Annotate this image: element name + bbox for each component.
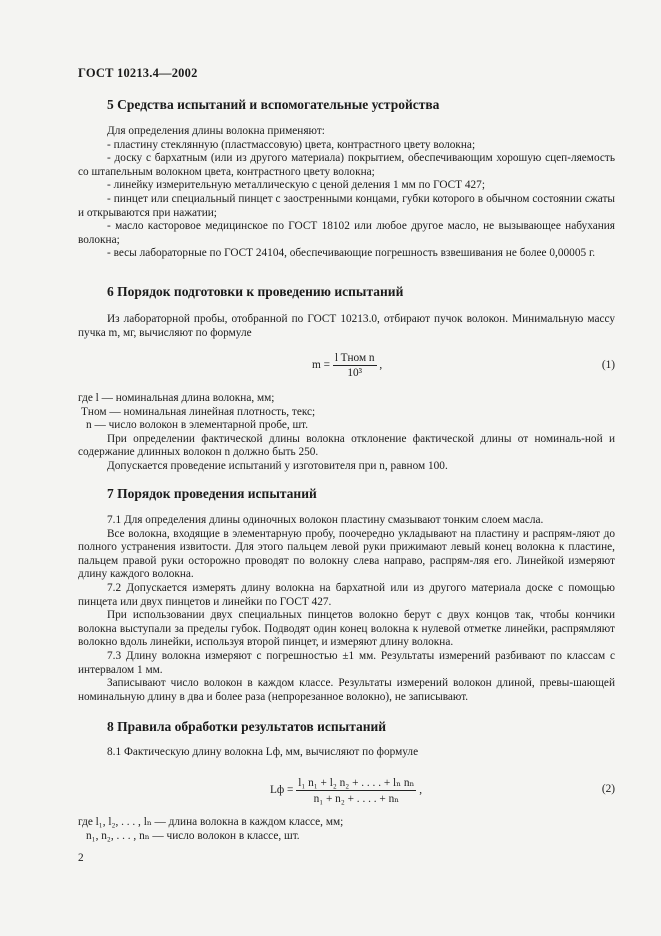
paragraph: Из лабораторной пробы, отобранной по ГОСТ 10213.0, отбирают пучок волокон. Минимальную массу пучка m, мг, вычисляют по формуле: [78, 313, 615, 339]
where-line: где l₁, l₂, . . . , lₙ — длина волокна в каждом классе, мм;: [78, 816, 344, 828]
formula-1-numerator: l Tном n: [334, 352, 375, 364]
formula-2-number: (2): [601, 783, 615, 795]
where-line: n₁, n₂, . . . , nₙ — число волокон в классе, шт.: [86, 829, 300, 842]
formula-2-denominator: n₁ + n₂ + . . . . + nₙ: [313, 793, 400, 805]
where-line: Tном — номинальная линейная плотность, текс;: [81, 405, 316, 418]
standard-header: ГОСТ 10213.4—2002: [78, 66, 198, 80]
formula-1-tail: ,: [379, 359, 383, 372]
paragraph: 7.3 Длину волокна измеряют с погрешностью ±1 мм. Результаты измерений разбивают по классам с интервалом 1 мм.: [78, 649, 615, 676]
where-line: n — число волокон в элементарной пробе, шт.: [86, 419, 309, 432]
list-item: - масло касторовое медицинское по ГОСТ 18102 или любое другое масло, не вызывающее набухания волокна;: [78, 220, 615, 246]
paragraph: 7.1 Для определения длины одиночных волокон пластину смазывают тонким слоем масла.: [107, 514, 544, 526]
section-5-title: 5 Средства испытаний и вспомогательные устройства: [107, 97, 440, 112]
formula-1-denominator: 10³: [347, 367, 363, 379]
list-item: - пластину стеклянную (пластмассовую) цвета, контрастного цвету волокна;: [107, 138, 476, 151]
formula-1: [312, 352, 382, 379]
formula-2-numerator: l₁ n₁ + l₂ n₂ + . . . . + lₙ nₙ: [298, 777, 415, 789]
formula-2-lhs: Lф =: [270, 784, 294, 797]
where-line: где l — номинальная длина волокна, мм;: [78, 392, 275, 404]
formula-2: [270, 776, 422, 805]
section-7-title: 7 Порядок проведения испытаний: [107, 486, 317, 501]
section-5-intro: Для определения длины волокна применяют:: [107, 125, 325, 137]
paragraph: Допускается проведение испытаний у изготовителя при n, равном 100.: [107, 459, 448, 472]
paragraph: Записывают число волокон в каждом классе. Результаты измерений волокон длиной, превы-шающей номинальную длину в два и более раза (непрорезанное волокно), не записывают.: [78, 677, 615, 703]
section-5-body: [78, 125, 615, 261]
paragraph: Все волокна, входящие в элементарную пробу, поочередно укладывают на пластину и распрям-ляют до полного устранения извитости. Для этого пальцем левой руки прижимают левый конец волокна к пластине, пальцем правой руки осторожно проводят по волокну слева направо, распрям-ляя его. Линейкой измеряют длину каждого волокна.: [78, 527, 615, 581]
list-item: - доску с бархатным (или из другого материала) покрытием, обеспечивающим хорошую сцеп-ляемость со штапельным волокном цвета, контрастного цвету волокна;: [78, 152, 615, 178]
paragraph: 8.1 Фактическую длину волокна Lф, мм, вычисляют по формуле: [107, 746, 419, 758]
formula-1-fraction: [333, 352, 377, 379]
section-6-title: 6 Порядок подготовки к проведению испытаний: [107, 284, 404, 299]
section-6-intro: [78, 313, 615, 340]
list-item: - пинцет или специальный пинцет с заостренными концами, губки которого в обычном состоянии сжаты и открываются при нажатии;: [78, 192, 615, 219]
formula-1-number: (1): [601, 359, 615, 371]
formula-1-lhs: m =: [312, 359, 330, 372]
section-7-body: [78, 514, 615, 704]
section-8-intro: [78, 746, 615, 760]
formula-2-fraction: [296, 776, 416, 805]
list-item: - линейку измерительную металлическую с ценой деления 1 мм по ГОСТ 427;: [107, 179, 485, 192]
section-8-where: [78, 816, 615, 843]
section-6-where: [78, 392, 615, 474]
paragraph: При определении фактической длины волокна отклонение фактической длины от номиналь-ной и содержание длинных волокон n должно быть 250.: [78, 432, 615, 459]
formula-2-tail: ,: [419, 784, 423, 797]
section-8-title: 8 Правила обработки результатов испытаний: [107, 719, 387, 734]
list-item: - весы лабораторные по ГОСТ 24104, обеспечивающие погрешность взвешивания не более 0,00005 г.: [107, 247, 596, 260]
paragraph: При использовании двух специальных пинцетов волокно берут с двух концов так, чтобы кончики волокна выступали за пределы губок. Подводят один конец волокна к нулевой отметке линейки, распрямляют волокно вдоль линейки, используя второй пинцет, и измеряют длину волокна.: [78, 609, 615, 649]
page-number: 2: [78, 852, 84, 864]
paragraph: 7.2 Допускается измерять длину волокна на бархатной или из другого материала доске с помощью пинцета или двух пинцетов и линейки по ГОСТ 427.: [78, 581, 615, 608]
